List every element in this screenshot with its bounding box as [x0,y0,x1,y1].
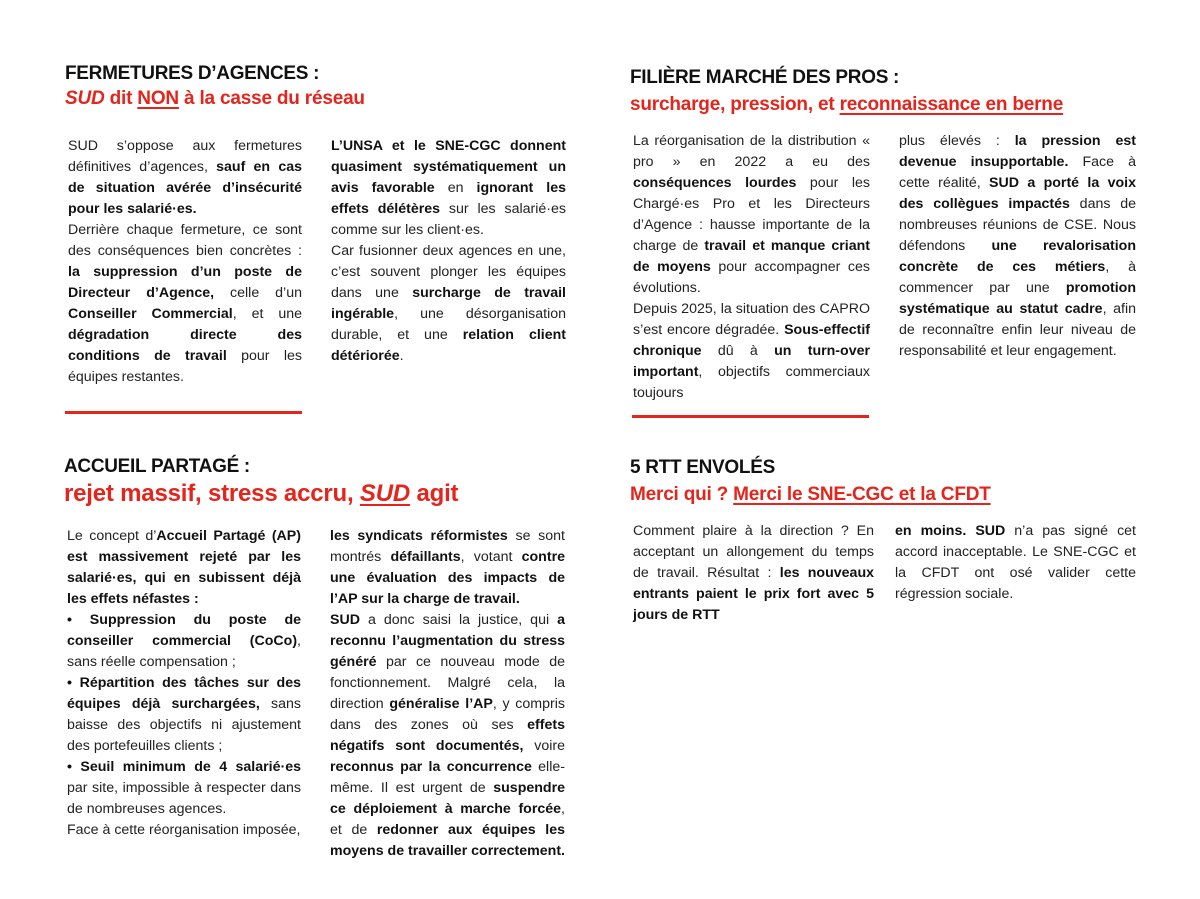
text: Face à cette réorganisation imposée, [67,822,301,838]
subtitle-part: agit [410,480,459,507]
text: dans de nombreuses réunions de CSE. Nous défendons [899,196,1136,254]
text: par site, impossible à respecter dans de nombreuses agences. [67,780,301,817]
subtitle-part: Merci le SNE-CGC et la CFDT [733,484,991,505]
text-column [68,136,302,388]
paragraph [331,241,566,367]
text: pour les Chargé·es Pro et les Directeurs d’Agence : hausse importante de la charge de [633,175,870,254]
paragraph [633,131,870,299]
text: sur les salarié·es comme sur les client·es. [331,201,566,238]
section-subtitle [630,482,1150,508]
section-body [67,526,565,862]
text: , afin de reconnaître enfin leur niveau de responsabilité et leur engagement. [899,301,1136,359]
bold-text: SUD [975,523,1006,539]
text: Derrière chaque fermeture, ce sont des conséquences bien concrètes : [68,222,302,259]
section-accueil [64,455,604,509]
text: sans baisse des objectifs ni ajustement des portefeuilles clients ; [67,696,301,754]
paragraph [68,136,302,220]
text: , à commencer par une [899,259,1136,296]
subtitle-part: reconnaissance en berne [839,94,1064,115]
section-title: FERMETURES D’AGENCES : [65,63,320,84]
subtitle-part: NON [137,88,179,109]
bold-text: Sous-effectif chronique [633,322,870,359]
subtitle-part: dit [104,88,138,109]
bold-text: contre une évaluation des impacts de l’AP sur la charge de travail. [330,549,565,607]
paragraph [67,526,301,610]
subtitle-part: Merci qui ? [630,484,734,505]
text: par ce nouveau mode de fonctionnement. Malgré cela, la direction [330,654,565,712]
bold-text: promotion systématique au statut cadre [899,280,1136,317]
bold-text: SUD [330,612,360,628]
bold-text: la pression est devenue insupportable. [899,133,1136,170]
paragraph [67,757,301,820]
text: elle-même. Il est urgent de [330,759,565,796]
text-column [633,521,874,626]
subtitle-part: SUD [359,480,410,507]
bold-text: Conseiller Commercial [68,306,233,322]
text-column [899,131,1136,404]
text: voire [523,738,566,754]
bold-text: les nouveaux entrants paient le prix fort avec 5 jours de RTT [633,565,874,623]
bold-text: travail et manque criant de moyens [633,238,871,275]
text: , objectifs commerciaux toujours [633,364,870,401]
section-title: ACCUEIL PARTAGÉ : [64,456,250,477]
text: Car fusionner deux agences en une, c’est souvent plonger les équipes dans une [331,243,566,301]
subtitle-part: SUD [65,88,105,109]
subtitle-part: à la casse du réseau [178,88,365,109]
text: , une désorganisation durable, et une [331,306,566,343]
bold-text: dégradation directe des conditions de travail [68,327,302,364]
bold-text: relation client détériorée [331,327,566,364]
paragraph [633,521,874,626]
bold-text: redonner aux équipes les moyens de travailler correctement. [330,822,565,859]
text: SUD s’oppose aux fermetures définitives d’agences, [68,138,302,175]
section-fermetures [65,62,585,112]
text: Depuis 2025, la situation des CAPRO s’est encore dégradée. [633,301,870,338]
text: , sans réelle compensation ; [67,633,301,670]
text-column [331,136,566,388]
bold-text: suspendre ce déploiement à marche forcée [330,780,565,817]
bold-text: surcharge de travail ingérable [331,285,566,322]
text: n’a pas signé cet accord inacceptable. Le SNE-CGC et la CFDT ont osé valider cette régression sociale. [895,523,1136,602]
bold-text: la suppression d’un poste de Directeur d’Agence, [68,264,302,301]
section-body [68,136,566,388]
section-body [633,131,1136,404]
text: Comment plaire à la direction ? En acceptant un allongement du temps de travail. Résultat : [633,523,874,581]
bold-text: L’UNSA et le SNE-CGC donnent quasiment systématiquement un avis favorable [331,138,566,196]
subtitle-part: surcharge, pression, et [630,94,840,115]
text: dû à [701,343,775,359]
text: Face à cette réalité, [899,154,1136,191]
section-subtitle [65,86,585,112]
section-pros [630,66,1150,118]
section-subtitle [630,92,1150,118]
bold-text: en moins. [895,523,976,539]
text-column [633,131,870,404]
bold-text: conséquences lourdes [633,175,797,191]
text-column [330,526,565,862]
paragraph [330,526,565,610]
paragraph [67,610,301,673]
paragraph [899,131,1136,362]
paragraph [67,820,301,841]
paragraph [68,220,302,388]
text: La réorganisation de la distribution « pro » en 2022 a eu des [633,133,870,170]
bold-text: effets négatifs sont documentés, [330,717,565,754]
bold-text: SUD a porté la voix des collègues impactés [899,175,1136,212]
text: plus élevés : [899,133,1015,149]
subtitle-part: rejet massif, stress accru, [64,480,360,507]
text: , y compris dans des zones où ses [330,696,565,733]
bold-text: sauf en cas de situation avérée d’insécurité pour les salarié·es. [68,159,302,217]
divider [65,411,302,414]
paragraph [67,673,301,757]
paragraph [330,610,565,862]
section-subtitle [64,479,604,509]
bold-text: • Seuil minimum de 4 salarié·es [67,759,301,775]
paragraph [331,136,566,241]
paragraph [895,521,1136,605]
text: pour accompagner ces évolutions. [633,259,871,296]
section-rtt [630,456,1150,508]
text: en [434,180,477,196]
section-title: 5 RTT ENVOLÉS [630,457,775,478]
bold-text: ignorant les effets délétères [331,180,566,217]
bold-text: généralise l’AP [389,696,493,712]
text: Le concept d’ [67,528,157,544]
text: . [399,348,404,364]
bold-text: une revalorisation concrète de ces métiers [899,238,1136,275]
text: se sont montrés [330,528,565,565]
bold-text: défaillants [390,549,461,565]
bold-text: • Répartition des tâches sur des équipes déjà surchargées, [67,675,301,712]
text: celle d’un [214,285,302,301]
text: , et une [232,306,302,322]
section-body [633,521,1136,626]
bold-text: un turn-over important [633,343,870,380]
text: pour les équipes restantes. [68,348,303,385]
text: , votant [460,549,522,565]
text-column [67,526,301,862]
divider [632,415,869,418]
text: a donc saisi la justice, qui [359,612,558,628]
bold-text: reconnus par la concurrence [330,759,532,775]
bold-text: Accueil Partagé (AP) est massivement rejeté par les salarié·es, qui en subissent déjà les effets néfastes : [67,528,301,607]
text: , et de [330,801,565,838]
bold-text: • Suppression du poste de conseiller commercial (CoCo) [67,612,301,649]
paragraph [633,299,870,404]
text-column [895,521,1136,626]
bold-text: les syndicats réformistes [330,528,508,544]
bold-text: a reconnu l’augmentation du stress généré [330,612,565,670]
section-title: FILIÈRE MARCHÉ DES PROS : [630,67,900,88]
